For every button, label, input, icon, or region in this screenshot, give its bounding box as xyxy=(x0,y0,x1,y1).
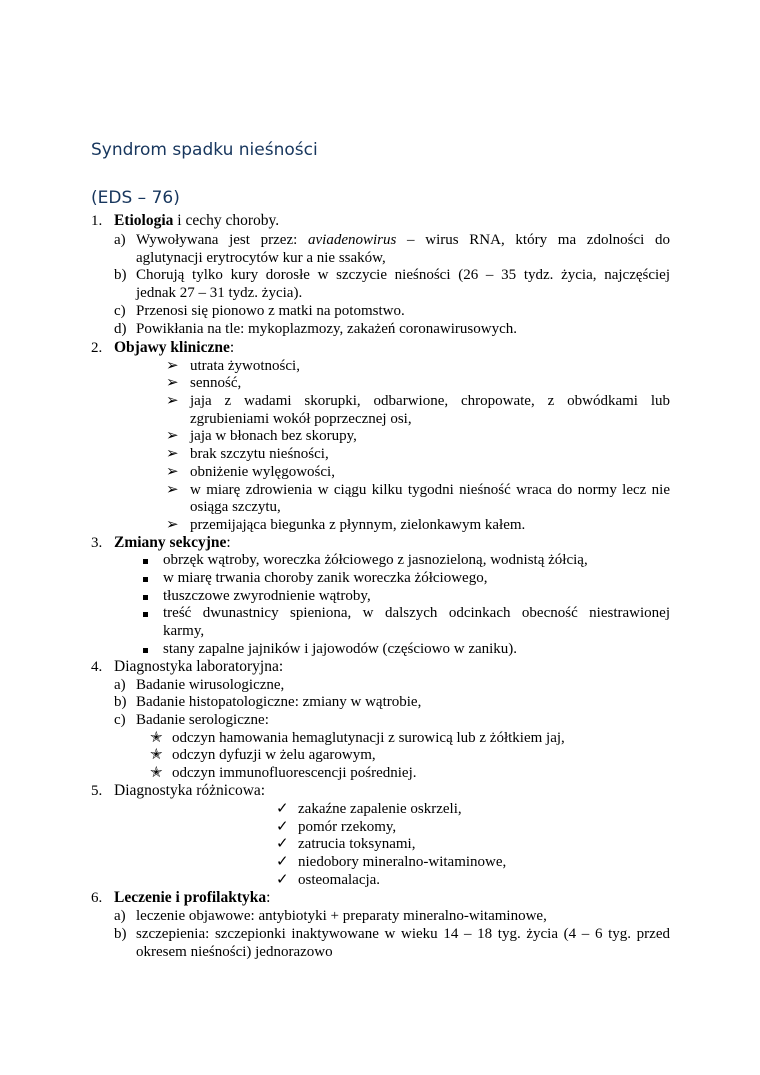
arrow-bullet-icon: ➢ xyxy=(166,517,179,533)
star-bullet-icon: ✭ xyxy=(150,765,163,781)
checkmark-icon: ✓ xyxy=(276,801,289,817)
arrow-bullet-icon: ➢ xyxy=(166,393,179,409)
list-marker: b) xyxy=(114,267,127,283)
list-item-line: Badanie serologiczne: xyxy=(136,712,269,728)
square-bullet-icon xyxy=(143,587,148,605)
arrow-bullet-icon: ➢ xyxy=(166,464,179,480)
star-bullet-icon: ✭ xyxy=(150,730,163,746)
list-item-line: Badanie wirusologiczne, xyxy=(136,677,285,693)
list-item-line: w miarę trwania choroby zanik woreczka żółciowego, xyxy=(163,570,488,586)
list-item-line: zgrubieniami wokół poprzecznej osi, xyxy=(190,411,412,427)
section-number: 1. xyxy=(91,213,103,229)
list-item-line: obrzęk wątroby, woreczka żółciowego z jasnozieloną, wodnistą żółcią, xyxy=(163,552,588,568)
section-number: 5. xyxy=(91,783,103,799)
list-item-line: osiąga szczytu, xyxy=(190,499,281,515)
checkmark-icon: ✓ xyxy=(276,819,289,835)
list-item-line: okresem nieśności) jednorazowo xyxy=(136,944,333,960)
list-marker: a) xyxy=(114,677,126,693)
list-item-line: w miarę zdrowienia w ciągu kilku tygodni nieśność wraca do normy lecz nie xyxy=(190,482,670,498)
list-item-line: Powikłania na tle: mykoplazmozy, zakażeń coronawirusowych. xyxy=(136,321,517,337)
list-item-line: zatrucia toksynami, xyxy=(298,836,416,852)
section-number: 2. xyxy=(91,340,103,356)
square-bullet-icon xyxy=(143,640,148,658)
section-title: Diagnostyka laboratoryjna: xyxy=(114,658,284,675)
list-item-line: aglutynacji erytrocytów kur a nie ssaków, xyxy=(136,250,386,266)
list-item-line: Chorują tylko kury dorosłe w szczycie nieśności (26 – 35 tydz. życia, najczęściej xyxy=(136,267,670,283)
list-item-line: odczyn immunofluorescencji pośredniej. xyxy=(172,765,417,781)
list-marker: a) xyxy=(114,908,126,924)
list-item-line: brak szczytu nieśności, xyxy=(190,446,329,462)
arrow-bullet-icon: ➢ xyxy=(166,375,179,391)
list-item-line: jaja w błonach bez skorupy, xyxy=(190,428,357,444)
list-marker: b) xyxy=(114,926,127,942)
list-item-line: Przenosi się pionowo z matki na potomstwo. xyxy=(136,303,405,319)
section-number: 4. xyxy=(91,659,103,675)
list-item-line: jednak 27 – 31 tydz. życia). xyxy=(136,285,303,301)
square-bullet-icon xyxy=(143,604,148,622)
list-item-line: odczyn hamowania hemaglutynacji z surowicą lub z żółtkiem jaj, xyxy=(172,730,565,746)
arrow-bullet-icon: ➢ xyxy=(166,428,179,444)
section-title: Leczenie i profilaktyka: xyxy=(114,889,271,906)
list-item-line: leczenie objawowe: antybiotyki + preparaty mineralno-witaminowe, xyxy=(136,908,547,924)
section-title: Zmiany sekcyjne: xyxy=(114,534,231,551)
list-item-line: szczepienia: szczepionki inaktywowane w wieku 14 – 18 tyg. życia (4 – 6 tyg. przed xyxy=(136,926,670,942)
list-item-line: karmy, xyxy=(163,623,205,639)
list-item-line: Wywoływana jest przez: aviadenowirus – wirus RNA, który ma zdolności do xyxy=(136,232,671,248)
arrow-bullet-icon: ➢ xyxy=(166,358,179,374)
list-marker: a) xyxy=(114,232,126,248)
list-item-line: obniżenie wylęgowości, xyxy=(190,464,335,480)
section-title: Objawy kliniczne: xyxy=(114,339,235,356)
star-bullet-icon: ✭ xyxy=(150,747,163,763)
list-item-line: odczyn dyfuzji w żelu agarowym, xyxy=(172,747,376,763)
document-title: Syndrom spadku nieśności xyxy=(91,140,318,160)
list-item-line: niedobory mineralno-witaminowe, xyxy=(298,854,507,870)
section-number: 3. xyxy=(91,535,103,551)
list-item-line: treść dwunastnicy spieniona, w dalszych odcinkach obecność niestrawionej xyxy=(163,605,670,621)
section-title-bold: Etiologia xyxy=(114,212,174,229)
section-number: 6. xyxy=(91,890,103,906)
checkmark-icon: ✓ xyxy=(276,836,289,852)
list-item-line: przemijająca biegunka z płynnym, zielonkawym kałem. xyxy=(190,517,526,533)
list-marker: c) xyxy=(114,303,126,319)
section-title: Diagnostyka różnicowa: xyxy=(114,782,266,799)
checkmark-icon: ✓ xyxy=(276,854,289,870)
square-bullet-icon xyxy=(143,569,148,587)
square-bullet-icon xyxy=(143,551,148,569)
list-item-line: Badanie histopatologiczne: zmiany w wątrobie, xyxy=(136,694,422,710)
list-item-line: tłuszczowe zwyrodnienie wątroby, xyxy=(163,588,371,604)
list-item-line: utrata żywotności, xyxy=(190,358,300,374)
list-item-line: senność, xyxy=(190,375,242,391)
list-item-line: zakaźne zapalenie oskrzeli, xyxy=(298,801,462,817)
list-marker: c) xyxy=(114,712,126,728)
list-item-line: jaja z wadami skorupki, odbarwione, chropowate, z obwódkami lub xyxy=(190,393,670,409)
section-title xyxy=(114,212,279,230)
arrow-bullet-icon: ➢ xyxy=(166,482,179,498)
document-subtitle: (EDS – 76) xyxy=(91,188,180,208)
list-marker: b) xyxy=(114,694,127,710)
section-title-rest: i cechy choroby. xyxy=(173,212,280,229)
list-item-line: osteomalacja. xyxy=(298,872,381,888)
list-item-line: pomór rzekomy, xyxy=(298,819,397,835)
checkmark-icon: ✓ xyxy=(276,872,289,888)
list-marker: d) xyxy=(114,321,127,337)
arrow-bullet-icon: ➢ xyxy=(166,446,179,462)
list-item-line: stany zapalne jajników i jajowodów (częściowo w zaniku). xyxy=(163,641,518,657)
